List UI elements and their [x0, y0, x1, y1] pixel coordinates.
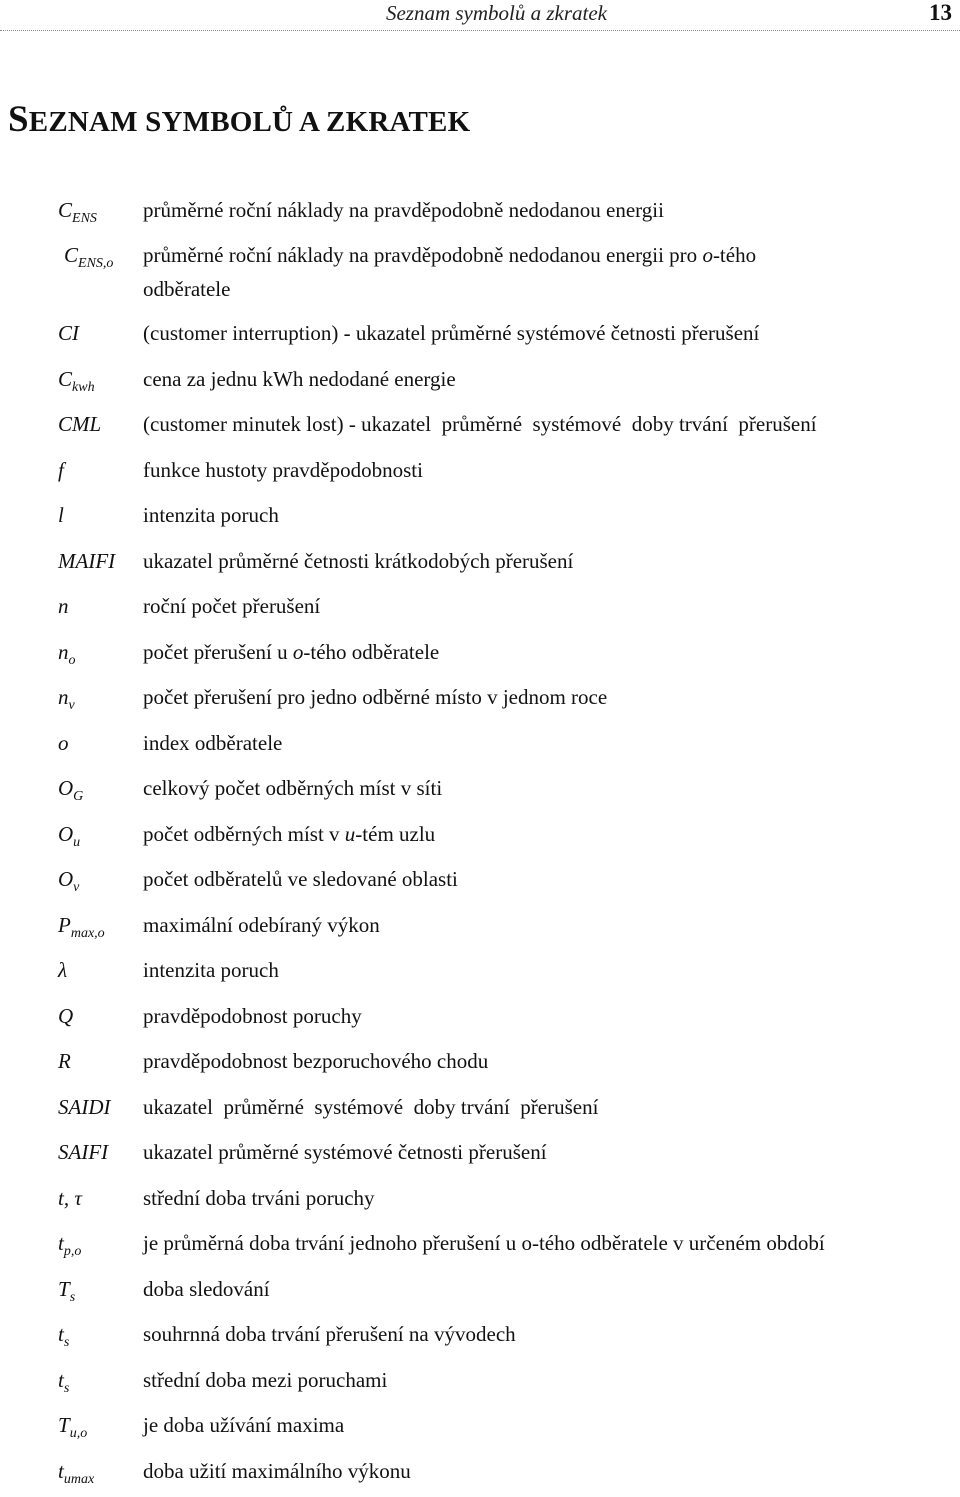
symbol: $n_v$: [58, 685, 75, 713]
title-rest: EZNAM SYMBOLŮ A ZKRATEK: [28, 106, 471, 138]
definition: maximální odebíraný výkon: [143, 913, 380, 937]
running-title: Seznam symbolů a zkratek: [385, 1, 607, 25]
definition: funkce hustoty pravděpodobnosti: [143, 458, 423, 482]
symbol: R: [58, 1049, 71, 1073]
symbol: $P_{max,o}$: [58, 913, 105, 941]
symbol: SAIFI: [58, 1140, 109, 1164]
symbol: $T_s$: [58, 1277, 76, 1305]
page-number: 13: [929, 0, 952, 25]
symbol: $t_{p,o}$: [58, 1231, 82, 1259]
definition: celkový počet odběrných míst v síti: [143, 776, 443, 800]
title-initial: S: [8, 99, 29, 140]
definition: intenzita poruch: [143, 503, 279, 527]
symbol: $t_{umax}$: [58, 1459, 95, 1487]
symbol: CML: [58, 412, 102, 436]
definition: je doba užívání maxima: [143, 1413, 345, 1437]
definition: intenzita poruch: [143, 958, 279, 982]
definition: pravděpodobnost bezporuchového chodu: [143, 1049, 489, 1073]
symbol: n: [58, 594, 69, 618]
definition: ukazatel průměrné systémové doby trvání přerušení: [143, 1095, 599, 1119]
running-header: [0, 0, 960, 31]
symbol: f: [58, 458, 64, 482]
symbol: $C_{kwh}$: [58, 367, 95, 395]
symbol: $t_s$: [58, 1368, 70, 1396]
definition: počet odběratelů ve sledované oblasti: [143, 867, 458, 891]
definition: počet odběrných míst v u-tém uzlu: [143, 822, 436, 846]
symbol: CI: [58, 321, 79, 345]
definition: průměrné roční náklady na pravděpodobně nedodanou energii pro o-tého: [143, 243, 757, 267]
definition: cena za jednu kWh nedodané energie: [143, 367, 456, 391]
definition: počet přerušení pro jedno odběrné místo v jednom roce: [143, 685, 608, 709]
symbol: λ: [58, 958, 68, 982]
symbol: $O_G$: [58, 776, 84, 804]
definition: střední doba trváni poruchy: [143, 1186, 375, 1210]
symbol: $C_{ENS,o}$: [64, 243, 114, 271]
symbol: $T_{u,o}$: [58, 1413, 88, 1441]
page-title: [8, 98, 470, 141]
symbol: $t_s$: [58, 1322, 70, 1350]
definition: (customer minutek lost) - ukazatel průměrné systémové doby trvání přerušení: [143, 412, 817, 436]
symbol: $O_v$: [58, 867, 80, 895]
symbol: Q: [58, 1004, 74, 1028]
definition: index odběratele: [143, 731, 283, 755]
symbol: MAIFI: [58, 549, 116, 573]
definition: roční počet přerušení: [143, 594, 321, 618]
definition: doba užití maximálního výkonu: [143, 1459, 411, 1483]
symbol: $C_{ENS}$: [58, 198, 97, 226]
definition: ukazatel průměrné systémové četnosti přerušení: [143, 1140, 547, 1164]
definition: je průměrná doba trvání jednoho přerušení u o-tého odběratele v určeném období: [143, 1231, 825, 1255]
symbol: $O_u$: [58, 822, 81, 850]
symbol: $n_o$: [58, 640, 76, 668]
symbol: o: [58, 731, 69, 755]
definition: střední doba mezi poruchami: [143, 1368, 388, 1392]
definition-continuation: odběratele: [143, 277, 231, 301]
definition: počet přerušení u o-tého odběratele: [143, 640, 440, 664]
symbol: l: [58, 503, 64, 527]
definition: doba sledování: [143, 1277, 270, 1301]
definition: průměrné roční náklady na pravděpodobně nedodanou energii: [143, 198, 664, 222]
definition: souhrnná doba trvání přerušení na vývodech: [143, 1322, 516, 1346]
symbol: SAIDI: [58, 1095, 111, 1119]
definition: pravděpodobnost poruchy: [143, 1004, 362, 1028]
definition: ukazatel průměrné četnosti krátkodobých přerušení: [143, 549, 574, 573]
definition: (customer interruption) - ukazatel průměrné systémové četnosti přerušení: [143, 321, 760, 345]
symbol: t, τ: [58, 1186, 82, 1210]
